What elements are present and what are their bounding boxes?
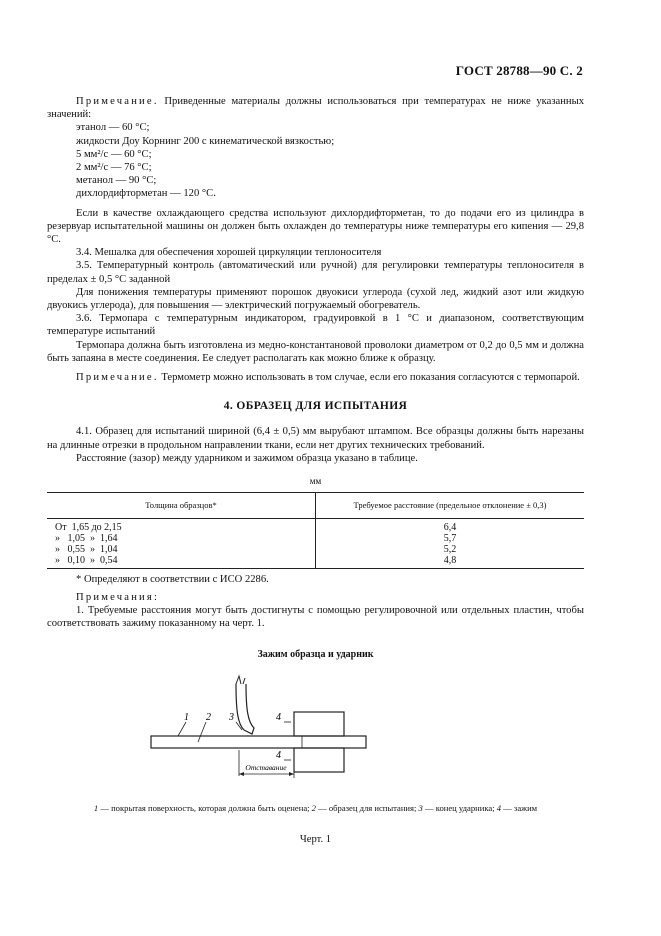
table-unit: мм (309, 476, 322, 487)
table-cell: 4,8 (316, 555, 585, 569)
caption-number: 4 (496, 802, 502, 813)
document-body (47, 95, 584, 857)
paragraph-temperature: Для понижения температуры применяют порошок двуокиси углерода (сухой лед, жидкий азот или жидкую двуокись углерода), для повышения — электрический погружаемый обогреватель. (47, 286, 584, 312)
table-cell: » 0,10 » 0,54 (47, 555, 316, 569)
notes-3-item-1: 1. Требуемые расстояния могут быть достигнуты с помощью регулировочной или отдельных пластин, чтобы соответствовать зажиму показанному на черт. 1. (47, 604, 584, 630)
caption-text: — образец для испытания; (315, 802, 419, 813)
caption-text: — зажим (501, 802, 538, 813)
note-1-item: 2 мм²/с — 76 °C; (76, 162, 152, 174)
table-cell: От 1,65 до 2,15 (47, 519, 316, 534)
paragraph-4-1: 4.1. Образец для испытаний шириной (6,4 ± 0,5) мм вырубают штампом. Все образцы должны быть нарезаны на длинные отрезки в продольном направлении ткани, если нет других технических требований. (47, 426, 584, 451)
striker-tip-mark (243, 678, 245, 684)
paragraph-thermocouple: Термопара должна быть изготовлена из медно-константановой проволоки диаметром от 0,2 до 0,5 мм и должна быть запаяна в месте соединения. Ее следует располагать как можно ближе к образцу. (47, 339, 584, 364)
table-cell: » 0,55 » 1,04 (47, 544, 316, 555)
table-header: Требуемое расстояние (предельное отклонение ± 0,3) (316, 493, 585, 519)
note-1-text: Приведенные материалы должны использоваться при температурах не ниже указанных значений: (47, 96, 584, 121)
figure-label: 1 (183, 711, 189, 723)
paragraph-coolant: Если в качестве охлаждающего средства используют дихлордифторметан, то до подачи его из цилиндра в резервуар испытательной машины он должен быть охлажден до температуры ниже температуры его кипения — 29,8 °C. (47, 207, 584, 246)
table-row (47, 544, 584, 555)
figure-label: 4 (275, 749, 281, 761)
figure-label: 2 (205, 711, 211, 723)
upper-clamp (294, 712, 344, 736)
table-cell: 5,7 (443, 533, 457, 545)
note-1 (47, 95, 584, 121)
table-row (47, 519, 584, 534)
table-cell: 6,4 (443, 522, 457, 534)
page-header: ГОСТ 28788—90 С. 2 (455, 63, 583, 78)
clamp-figure (126, 666, 506, 796)
note-1-item: этанол — 60 °C; (76, 122, 150, 134)
paragraph-3-6: 3.6. Термопара с температурным индикатором, градуировкой в 1 °C и диапазоном, соответствующим температуре испытаний (47, 313, 584, 338)
leader-line (198, 722, 206, 742)
table-cell: » 1,05 » 1,64 (47, 533, 316, 544)
lower-clamp (294, 748, 344, 772)
dimension-arrow (289, 772, 294, 776)
table-row (47, 555, 584, 569)
note-1-label: Примечание. (76, 96, 159, 107)
note-1-item: метанол — 90 °C; (76, 175, 157, 187)
leader-line (178, 722, 186, 736)
table-row (47, 533, 584, 544)
figure-number: Черт. 1 (299, 833, 332, 845)
note-1-item: жидкости Доу Корнинг 200 с кинематической вязкостью; (76, 135, 335, 147)
caption-text: — конец ударника; (422, 802, 497, 813)
note-2 (47, 371, 584, 384)
caption-number: 1 (93, 802, 99, 813)
figure-caption (47, 802, 584, 815)
table-cell: 5,2 (443, 544, 457, 556)
distance-table (47, 492, 584, 569)
note-1-item: дихлордифторметан — 120 °C. (76, 188, 216, 200)
note-2-text: Термометр можно использовать в том случае, если его показания согласуются с термопарой. (158, 372, 580, 384)
caption-number: 2 (311, 802, 316, 813)
note-2-label: Примечание. (76, 372, 159, 384)
striker-shape (236, 684, 254, 734)
caption-text: — покрытая поверхность, которая должна быть оценена; (98, 802, 312, 813)
dimension-arrow (239, 772, 244, 776)
paragraph-3-4: 3.4. Мешалка для обеспечения хорошей циркуляции теплоносителя (76, 247, 382, 259)
notes-3-label: Примечания: (76, 591, 160, 603)
note-1-item: 5 мм²/с — 60 °C; (76, 148, 152, 160)
figure-label: 3 (228, 711, 234, 723)
section-title: 4. ОБРАЗЕЦ ДЛЯ ИСПЫТАНИЯ (223, 400, 408, 413)
footnote: * Определяют в соответствии с ИСО 2286. (76, 574, 269, 586)
figure-label: 4 (275, 711, 281, 723)
specimen-strip (151, 736, 366, 748)
figure-title: Зажим образца и ударник (257, 649, 374, 661)
striker-tip-mark (236, 676, 241, 684)
paragraph-3-5: 3.5. Температурный контроль (автоматический или ручной) для регулировки температуры теплоносителя в пределах ± 0,5 °C заданной (47, 260, 584, 285)
table-header: Толщина образцов* (47, 493, 316, 519)
paragraph-distance: Расстояние (зазор) между ударником и зажимом образца указано в таблице. (76, 452, 418, 464)
dimension-label: Отставание (244, 762, 287, 772)
caption-number: 3 (418, 802, 423, 813)
